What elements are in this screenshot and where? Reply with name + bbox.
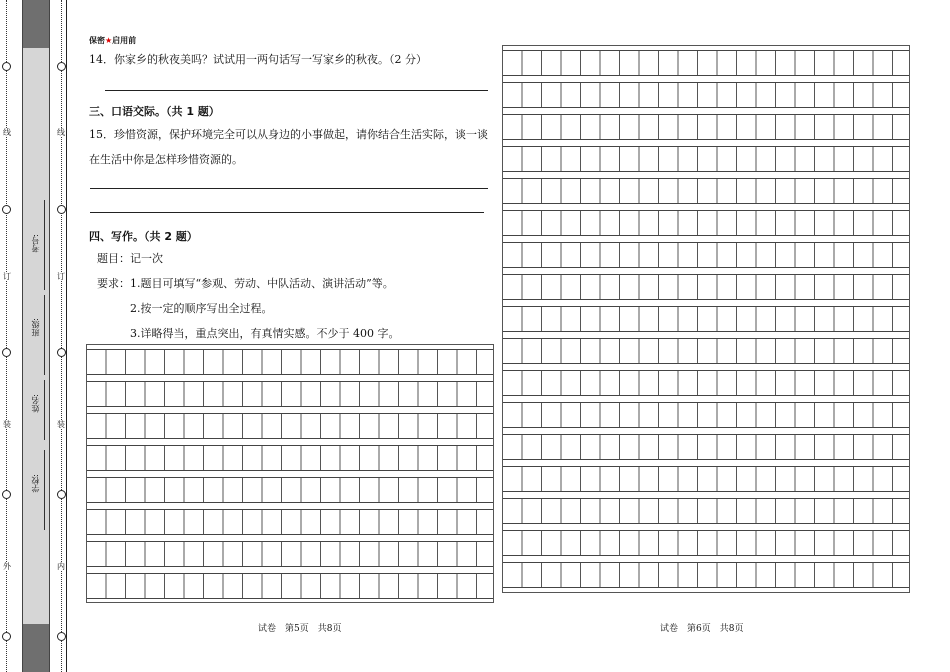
page-footer-right: 试卷 第6页 共8页 [660, 624, 744, 634]
binding-hole [57, 490, 66, 499]
grid-row[interactable] [503, 146, 909, 172]
binding-hole [57, 205, 66, 214]
grid-row[interactable] [503, 466, 909, 492]
grid-row[interactable] [87, 413, 493, 439]
outer-label-line: 线 [3, 128, 11, 137]
page-footer-left: 试卷 第5页 共8页 [258, 624, 342, 634]
essay-requirement-3: 3.详略得当，重点突出，有真情实感。不少于 400 字。 [130, 327, 400, 340]
binding-hole [57, 348, 66, 357]
question-15-line1: 15．珍惜资源，保护环境完全可以从身边的小事做起，请你结合生活实际，谈一谈 [89, 128, 488, 141]
secret-badge [89, 35, 136, 46]
inner-label-nei: 内 [57, 562, 65, 571]
grid-row[interactable] [503, 530, 909, 556]
grid-row[interactable] [503, 178, 909, 204]
exam-number-label: 考号: [31, 234, 40, 253]
strip-dark-bottom [23, 624, 49, 672]
question-15-line2: 在生活中你是怎样珍惜资源的。 [89, 153, 243, 166]
field-underline [44, 295, 45, 375]
inner-label-zhuang: 装 [57, 420, 65, 429]
essay-grid-left[interactable] [86, 344, 494, 603]
grid-row[interactable] [87, 349, 493, 375]
grid-row[interactable] [87, 509, 493, 535]
grid-row[interactable] [503, 434, 909, 460]
binding-hole [2, 632, 11, 641]
essay-requirement-1: 要求：1.题目可填写“参观、劳动、中队活动、演讲活动”等。 [97, 277, 394, 290]
grid-row[interactable] [503, 50, 909, 76]
outer-label-wai: 外 [3, 562, 11, 571]
grid-row[interactable] [503, 242, 909, 268]
name-label: 姓名: [31, 394, 40, 413]
inner-label-line: 线 [57, 128, 65, 137]
binding-hole [2, 348, 11, 357]
answer-line-15a[interactable] [90, 188, 488, 189]
star-icon: ★ [105, 36, 113, 45]
grid-row[interactable] [503, 562, 909, 588]
grid-row[interactable] [87, 477, 493, 503]
essay-topic: 题目：记一次 [97, 252, 163, 265]
field-underline [44, 200, 45, 290]
secret-suffix: 启用前 [112, 36, 137, 45]
outer-cut-line [6, 0, 8, 672]
binding-hole [57, 62, 66, 71]
question-14: 14．你家乡的秋夜美吗？试试用一两句话写一写家乡的秋夜。（2 分） [89, 53, 427, 66]
binding-hole [2, 205, 11, 214]
grid-row[interactable] [87, 541, 493, 567]
essay-grid-right[interactable] [502, 45, 910, 593]
class-label: 班级: [31, 318, 40, 337]
grid-row[interactable] [87, 381, 493, 407]
grid-row[interactable] [503, 306, 909, 332]
grid-row[interactable] [503, 82, 909, 108]
answer-line-14[interactable] [105, 90, 488, 91]
grid-row[interactable] [503, 338, 909, 364]
binding-hole [2, 62, 11, 71]
inner-cut-line [61, 0, 63, 672]
inner-border-line [66, 0, 67, 672]
outer-label-zhuang: 装 [3, 420, 11, 429]
binding-hole [2, 490, 11, 499]
grid-row[interactable] [87, 573, 493, 599]
answer-line-15b[interactable] [90, 212, 484, 213]
outer-label-ding: 订 [3, 272, 11, 281]
section-3-title: 三、口语交际。（共 1 题） [89, 105, 220, 118]
school-label: 学校: [31, 474, 40, 493]
grid-row[interactable] [503, 114, 909, 140]
grid-row[interactable] [503, 402, 909, 428]
secret-prefix: 保密 [89, 36, 105, 45]
grid-row[interactable] [87, 445, 493, 471]
grid-row[interactable] [503, 370, 909, 396]
essay-requirement-2: 2.按一定的顺序写出全过程。 [130, 302, 273, 315]
field-underline [44, 380, 45, 440]
section-4-title: 四、写作。（共 2 题） [89, 230, 198, 243]
binding-hole [57, 632, 66, 641]
grid-row[interactable] [503, 498, 909, 524]
grid-row[interactable] [503, 210, 909, 236]
grid-row[interactable] [503, 274, 909, 300]
field-underline [44, 450, 45, 530]
strip-dark-top [23, 0, 49, 48]
inner-label-ding: 订 [57, 272, 65, 281]
